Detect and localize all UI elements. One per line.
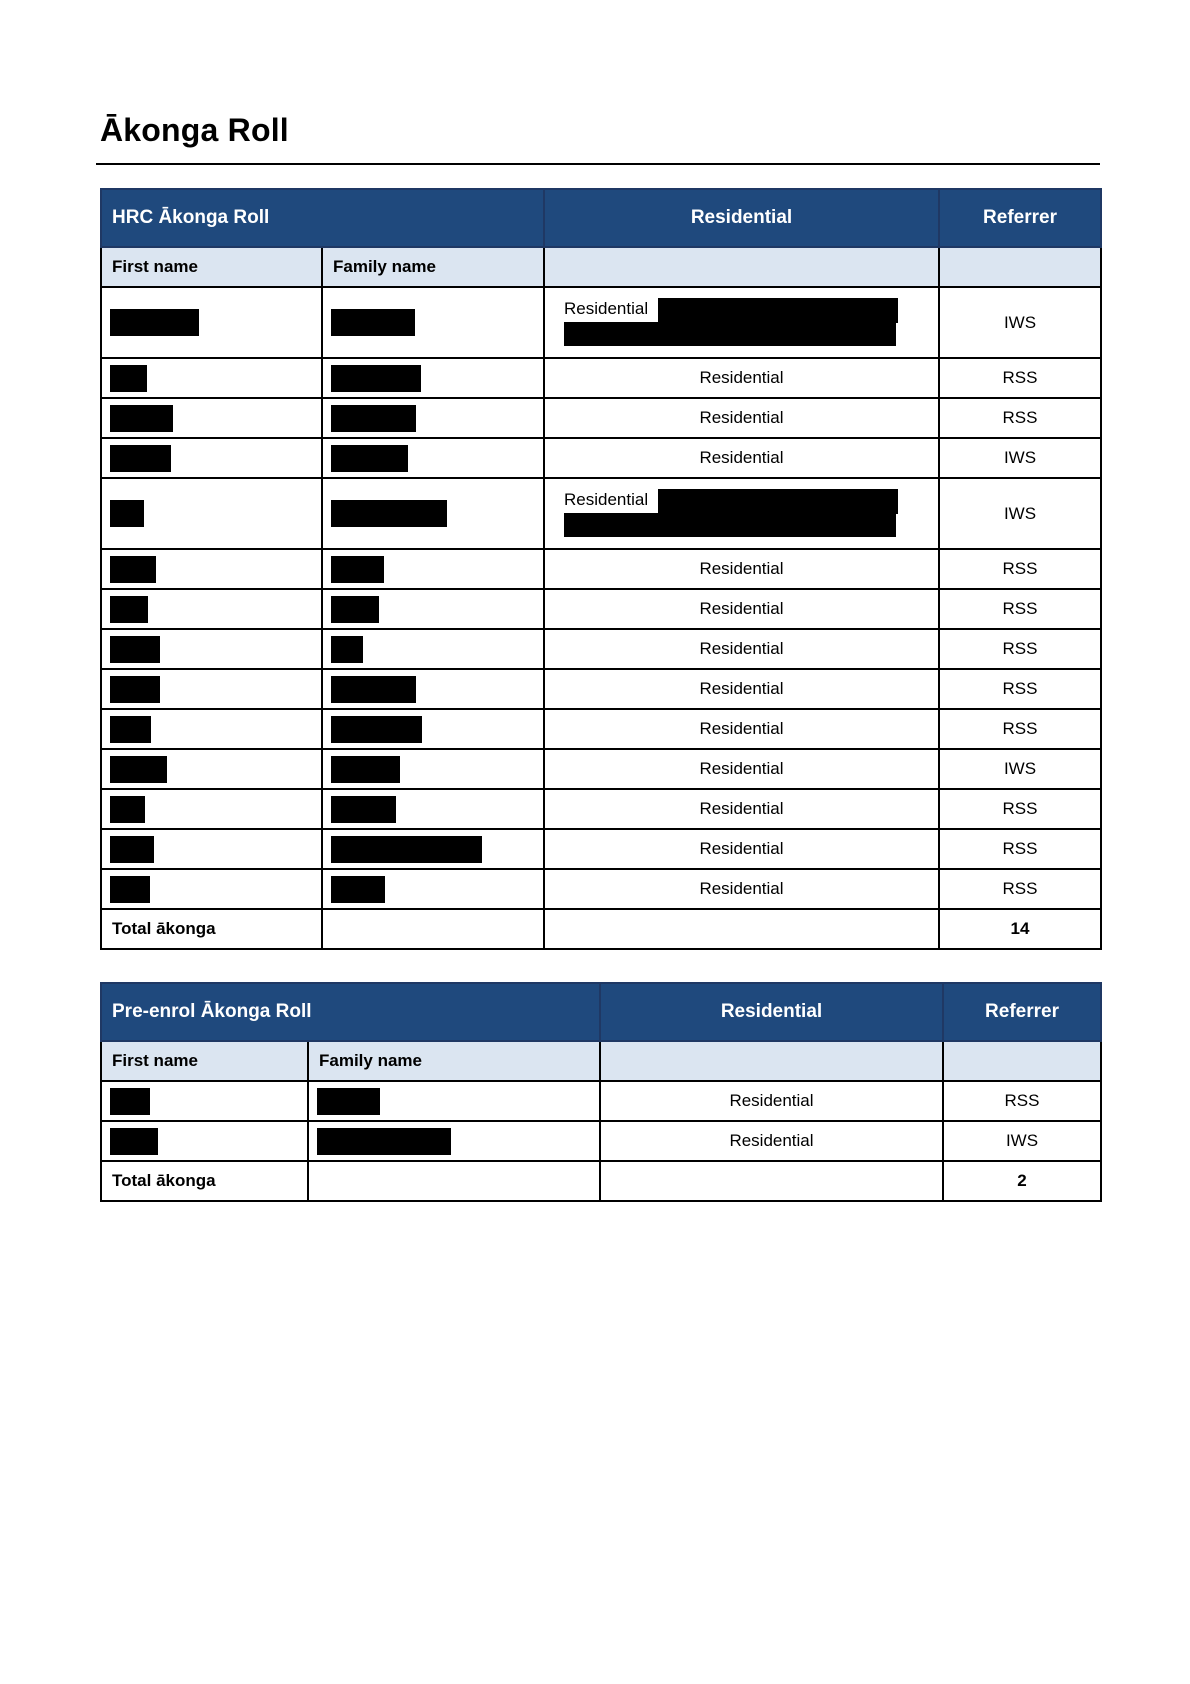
residential-value: Residential [564, 298, 649, 318]
hrc-roll-table [100, 188, 1102, 950]
total-value: 2 [943, 1161, 1101, 1201]
table-row [101, 478, 1101, 549]
total-blank-cell [322, 909, 544, 949]
preenrol-table-title: Pre-enrol Ākonga Roll [101, 983, 600, 1041]
table-row [101, 358, 1101, 398]
redacted-family-name [331, 365, 421, 392]
table-row [101, 749, 1101, 789]
referrer-value: RSS [939, 669, 1101, 709]
redacted-first-name [110, 796, 145, 823]
redacted-first-name [110, 1088, 150, 1115]
redacted-family-name [331, 676, 416, 703]
residential-value: Residential [564, 489, 649, 509]
table-row [101, 1121, 1101, 1161]
table-row [101, 398, 1101, 438]
redacted-family-name [331, 756, 400, 783]
residential-column-header: Residential [544, 189, 939, 247]
referrer-value: RSS [939, 789, 1101, 829]
redacted-first-name [110, 876, 150, 903]
table-row [101, 287, 1101, 358]
residential-value: Residential [544, 358, 939, 398]
first-name-column-header: First name [101, 247, 322, 287]
total-blank-cell [544, 909, 939, 949]
redacted-first-name [110, 500, 144, 527]
subhead-blank-cell [600, 1041, 943, 1081]
redacted-family-name [331, 405, 416, 432]
redacted-family-name [317, 1128, 451, 1155]
family-name-column-header: Family name [322, 247, 544, 287]
redacted-first-name [110, 445, 171, 472]
residential-value: Residential [544, 869, 939, 909]
residential-value: Residential [544, 589, 939, 629]
referrer-value: IWS [939, 438, 1101, 478]
redacted-first-name [110, 1128, 158, 1155]
referrer-value: RSS [939, 398, 1101, 438]
redaction-bar [658, 298, 898, 323]
redacted-first-name [110, 365, 147, 392]
total-blank-cell [308, 1161, 600, 1201]
residential-column-header: Residential [600, 983, 943, 1041]
title-divider [96, 163, 1100, 165]
table-row [101, 629, 1101, 669]
redacted-first-name [110, 676, 160, 703]
referrer-column-header: Referrer [939, 189, 1101, 247]
redacted-first-name [110, 309, 199, 336]
total-row [101, 1161, 1101, 1201]
hrc-table-title: HRC Ākonga Roll [101, 189, 544, 247]
redacted-first-name [110, 636, 160, 663]
redacted-first-name [110, 596, 148, 623]
referrer-value: IWS [939, 287, 1101, 358]
redacted-first-name [110, 756, 167, 783]
first-name-column-header: First name [101, 1041, 308, 1081]
referrer-value: RSS [939, 829, 1101, 869]
redacted-family-name [331, 556, 384, 583]
total-value: 14 [939, 909, 1101, 949]
redacted-family-name [331, 596, 379, 623]
total-row [101, 909, 1101, 949]
redacted-family-name [331, 836, 482, 863]
residential-value: Residential [544, 549, 939, 589]
table-row [101, 549, 1101, 589]
redacted-family-name [331, 445, 408, 472]
redacted-family-name [331, 636, 363, 663]
residential-value: Residential [544, 438, 939, 478]
residential-cell-redacted [564, 298, 938, 348]
referrer-value: IWS [939, 749, 1101, 789]
page-title: Ākonga Roll [100, 112, 289, 148]
residential-value: Residential [544, 398, 939, 438]
residential-value: Residential [544, 829, 939, 869]
table-row [101, 1081, 1101, 1121]
residential-value: Residential [600, 1081, 943, 1121]
redaction-bar [564, 322, 896, 346]
redacted-family-name [331, 309, 415, 336]
redacted-family-name [317, 1088, 380, 1115]
residential-value: Residential [544, 749, 939, 789]
total-blank-cell [600, 1161, 943, 1201]
residential-value: Residential [544, 709, 939, 749]
referrer-value: RSS [939, 589, 1101, 629]
residential-value: Residential [544, 669, 939, 709]
referrer-value: RSS [939, 869, 1101, 909]
family-name-column-header: Family name [308, 1041, 600, 1081]
subhead-blank-cell [544, 247, 939, 287]
subhead-blank-cell [943, 1041, 1101, 1081]
redacted-family-name [331, 716, 422, 743]
total-label: Total ākonga [101, 1161, 308, 1201]
table-row [101, 589, 1101, 629]
referrer-column-header: Referrer [943, 983, 1101, 1041]
table-row [101, 869, 1101, 909]
residential-value: Residential [544, 629, 939, 669]
redacted-family-name [331, 500, 447, 527]
referrer-value: IWS [943, 1121, 1101, 1161]
referrer-value: IWS [939, 478, 1101, 549]
table-row [101, 709, 1101, 749]
residential-value: Residential [600, 1121, 943, 1161]
referrer-value: RSS [939, 358, 1101, 398]
redaction-bar [658, 489, 898, 514]
redacted-first-name [110, 836, 154, 863]
total-label: Total ākonga [101, 909, 322, 949]
redacted-first-name [110, 405, 173, 432]
redacted-family-name [331, 876, 385, 903]
redacted-family-name [331, 796, 396, 823]
table-row [101, 438, 1101, 478]
residential-value: Residential [544, 789, 939, 829]
referrer-value: RSS [939, 549, 1101, 589]
preenrol-roll-table [100, 982, 1102, 1202]
table-row [101, 789, 1101, 829]
residential-cell-redacted [564, 489, 938, 539]
referrer-value: RSS [939, 629, 1101, 669]
subhead-blank-cell [939, 247, 1101, 287]
table-row [101, 829, 1101, 869]
redacted-first-name [110, 556, 156, 583]
redacted-first-name [110, 716, 151, 743]
redaction-bar [564, 513, 896, 537]
table-row [101, 669, 1101, 709]
referrer-value: RSS [939, 709, 1101, 749]
referrer-value: RSS [943, 1081, 1101, 1121]
